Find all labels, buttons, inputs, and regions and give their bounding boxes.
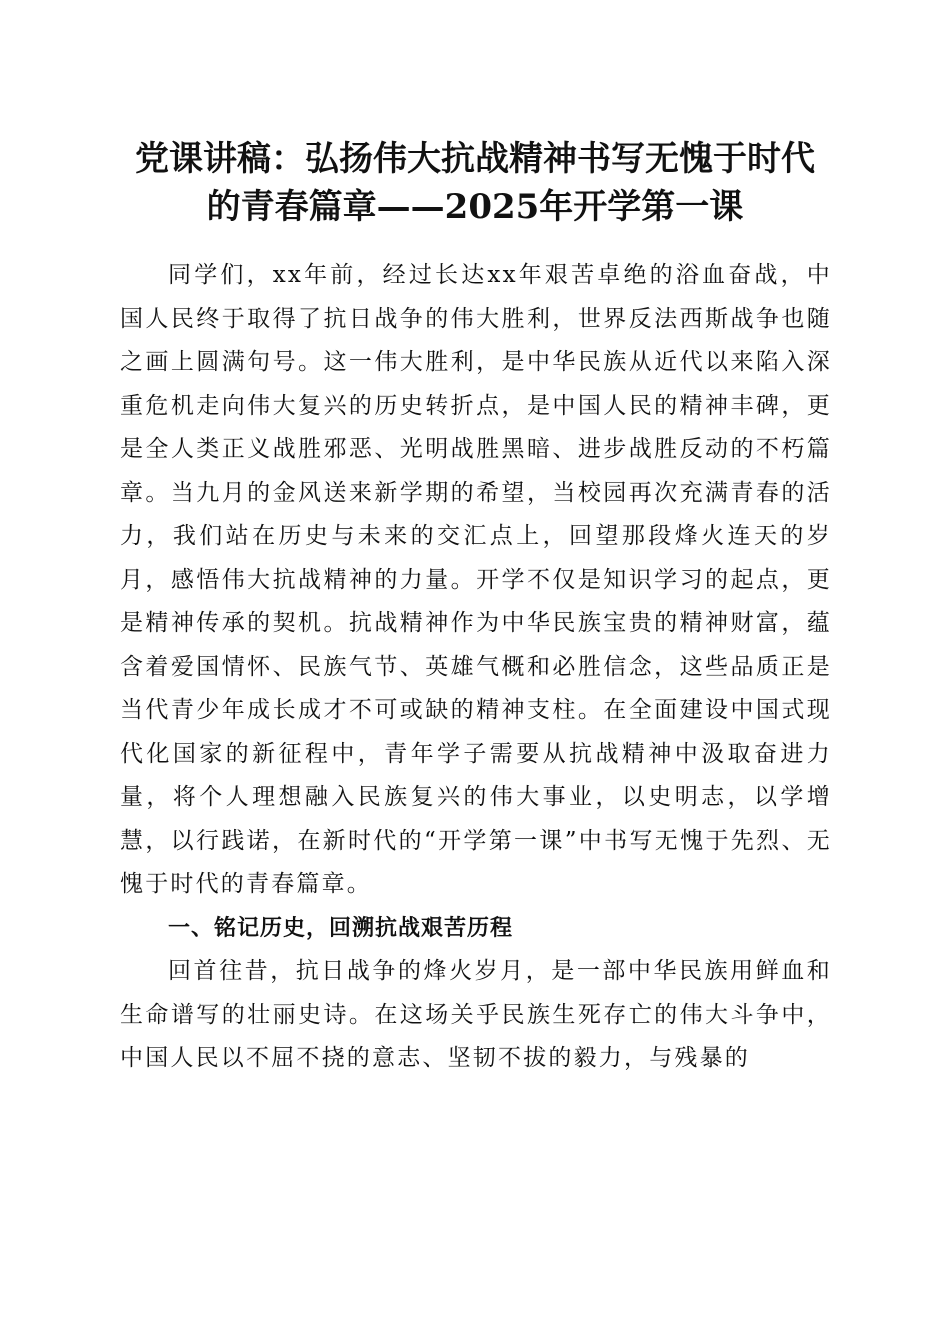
title-line-2: 的青春篇章——2025年开学第一课 (206, 187, 744, 227)
intro-paragraph: 同学们，xx年前，经过长达xx年艰苦卓绝的浴血奋战，中国人民终于取得了抗日战争的伟大胜利，世界反法西斯战争也随之画上圆满句号。这一伟大胜利，是中华民族从近代以来陷入深重危机走向伟大复兴的历史转折点，是中国人民的精神丰碑，更是全人类正义战胜邪恶、光明战胜黑暗、进步战胜反动的不朽篇章。当九月的金风送来新学期的希望，当校园再次充满青春的活力，我们站在历史与未来的交汇点上，回望那段烽火连天的岁月，感悟伟大抗战精神的力量。开学不仅是知识学习的起点，更是精神传承的契机。抗战精神作为中华民族宝贵的精神财富，蕴含着爱国情怀、民族气节、英雄气概和必胜信念，这些品质正是当代青少年成长成才不可或缺的精神支柱。在全面建设中国式现代化国家的新征程中，青年学子需要从抗战精神中汲取奋进力量，将个人理想融入民族复兴的伟大事业，以史明志，以学增慧，以行践诺，在新时代的“开学第一课”中书写无愧于先烈、无愧于时代的青春篇章。 (120, 262, 832, 897)
document-title (110, 135, 840, 231)
section-paragraph: 回首往昔，抗日战争的烽火岁月，是一部中华民族用鲜血和生命谱写的壮丽史诗。在这场关乎民族生死存亡的伟大斗争中，中国人民以不屈不挠的意志、坚韧不拔的毅力，与残暴的 (120, 958, 832, 1071)
title-line-1: 党课讲稿：弘扬伟大抗战精神书写无愧于时代 (135, 139, 815, 179)
section-heading: 一、铭记历史，回溯抗战艰苦历程 (168, 915, 514, 941)
document-body (120, 254, 832, 1081)
